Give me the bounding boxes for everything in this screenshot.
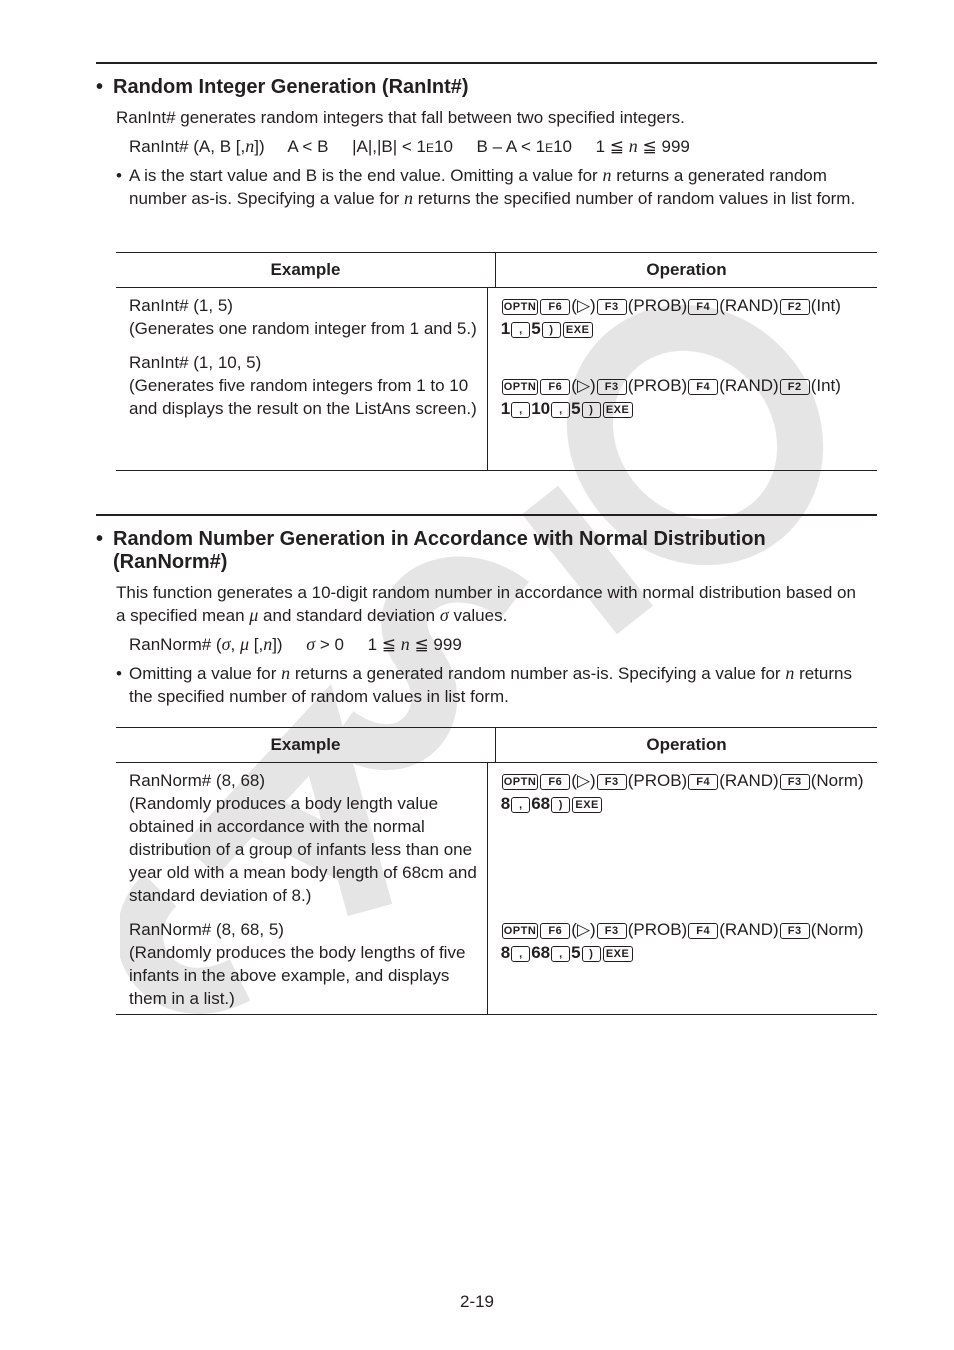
section2-table xyxy=(116,727,877,1015)
section1-heading xyxy=(96,76,856,99)
syntax-call: RanInt# (A, B [,n]) xyxy=(129,136,265,156)
section2-description: This function generates a 10-digit random number in accordance with normal distribution based on a specified mean μ and standard deviation σ values. xyxy=(116,583,856,625)
comma-key: , xyxy=(511,322,530,338)
f3-key: F3 xyxy=(780,774,810,790)
comma-key: , xyxy=(511,797,530,813)
section1-title: Random Integer Generation (RanInt#) xyxy=(113,76,469,98)
section1-note: • A is the start value and B is the end value. Omitting a value for n returns a generated random number as-is. Specifying a value for n returns the specified number of random values in list form. xyxy=(116,165,856,208)
close-paren-key: ) xyxy=(551,797,570,813)
f6-key: F6 xyxy=(540,379,570,395)
exe-key: EXE xyxy=(572,797,602,813)
exe-key: EXE xyxy=(563,322,593,338)
syntax-call: RanNorm# (σ, μ [,n]) xyxy=(129,634,283,654)
optn-key: OPTN xyxy=(503,381,537,393)
example-column xyxy=(116,763,488,1014)
f3-key: F3 xyxy=(597,299,627,315)
close-paren-key: ) xyxy=(542,322,561,338)
table-header xyxy=(116,253,877,288)
table-body xyxy=(116,763,877,1015)
f6-key: F6 xyxy=(540,923,570,939)
heading-bullet: • xyxy=(96,528,104,550)
close-paren-key: ) xyxy=(582,402,601,418)
f2-key: F2 xyxy=(780,299,810,315)
heading-bullet: • xyxy=(96,76,104,98)
f3-key: F3 xyxy=(597,379,627,395)
operation-item: OPTN F6 (▷) F3 (PROB) F4 (RAND) F2 (Int) 1 , 5 ) EXE xyxy=(500,296,841,338)
comma-key: , xyxy=(551,402,570,418)
operation-column xyxy=(488,288,877,470)
operation-column xyxy=(488,763,877,1014)
section2-heading xyxy=(96,528,856,574)
section2-note: • Omitting a value for n returns a generated random number as-is. Specifying a value for n returns the specified number of random values in list form. xyxy=(116,663,852,706)
f2-key: F2 xyxy=(780,379,810,395)
header-operation: Operation xyxy=(646,735,727,754)
f4-key: F4 xyxy=(688,299,718,315)
example-item: RanNorm# (8, 68, 5) (Randomly produces the body lengths of five infants in the above example, and displays them in a list.) xyxy=(129,920,466,1008)
syntax-condition-3: B – A < 1E10 xyxy=(476,137,572,156)
header-example: Example xyxy=(116,728,496,762)
header-example: Example xyxy=(116,253,496,287)
optn-key: OPTN xyxy=(503,776,537,788)
exe-key: EXE xyxy=(603,402,633,418)
example-item: RanInt# (1, 10, 5) (Generates five random integers from 1 to 10 and displays the result on the ListAns screen.) xyxy=(129,353,477,418)
table-body xyxy=(116,288,877,471)
section2-syntax xyxy=(129,633,462,656)
f4-key: F4 xyxy=(688,379,718,395)
optn-key: OPTN xyxy=(503,925,537,937)
section2-top-rule xyxy=(96,514,877,516)
section1-syntax xyxy=(129,135,690,160)
exe-key: EXE xyxy=(603,946,633,962)
syntax-condition-2: |A|,|B| < 1E10 xyxy=(352,137,453,156)
syntax-condition-2: 1 ≦ n ≦ 999 xyxy=(367,634,462,654)
f3-key: F3 xyxy=(780,923,810,939)
comma-key: , xyxy=(511,946,530,962)
page-number: 2-19 xyxy=(459,1292,495,1311)
example-item: RanNorm# (8, 68) (Randomly produces a body length value obtained in accordance with the normal distribution of a group of infants less than one year old with a mean body length of 68cm and standard deviation of 8.) xyxy=(129,771,477,905)
optn-key: OPTN xyxy=(503,301,537,313)
section1-description: RanInt# generates random integers that fall between two specified integers. xyxy=(116,108,685,127)
f6-key: F6 xyxy=(540,299,570,315)
f4-key: F4 xyxy=(688,774,718,790)
comma-key: , xyxy=(551,946,570,962)
f3-key: F3 xyxy=(597,774,627,790)
syntax-condition-4: 1 ≦ n ≦ 999 xyxy=(595,136,690,156)
operation-item: OPTN F6 (▷) F3 (PROB) F4 (RAND) F3 (Norm) 8 , 68 ) EXE xyxy=(500,771,864,813)
f6-key: F6 xyxy=(540,774,570,790)
header-operation: Operation xyxy=(646,260,727,279)
example-item: RanInt# (1, 5) (Generates one random integer from 1 and 5.) xyxy=(129,296,477,338)
syntax-condition-1: A < B xyxy=(287,137,329,156)
table-header xyxy=(116,728,877,763)
close-paren-key: ) xyxy=(582,946,601,962)
f3-key: F3 xyxy=(597,923,627,939)
operation-item: OPTN F6 (▷) F3 (PROB) F4 (RAND) F2 (Int) 1 , 10 , 5 ) EXE xyxy=(500,376,841,418)
section2-title-line2: (RanNorm#) xyxy=(113,551,228,573)
f4-key: F4 xyxy=(688,923,718,939)
example-column xyxy=(116,288,488,470)
section1-top-rule xyxy=(96,62,877,64)
operation-item: OPTN F6 (▷) F3 (PROB) F4 (RAND) F3 (Norm) 8 , 68 , 5 ) EXE xyxy=(500,920,864,962)
section1-table xyxy=(116,252,877,471)
comma-key: , xyxy=(511,402,530,418)
syntax-condition-1: σ > 0 xyxy=(306,634,344,654)
section2-title-line1: Random Number Generation in Accordance with Normal Distribution xyxy=(113,528,766,550)
